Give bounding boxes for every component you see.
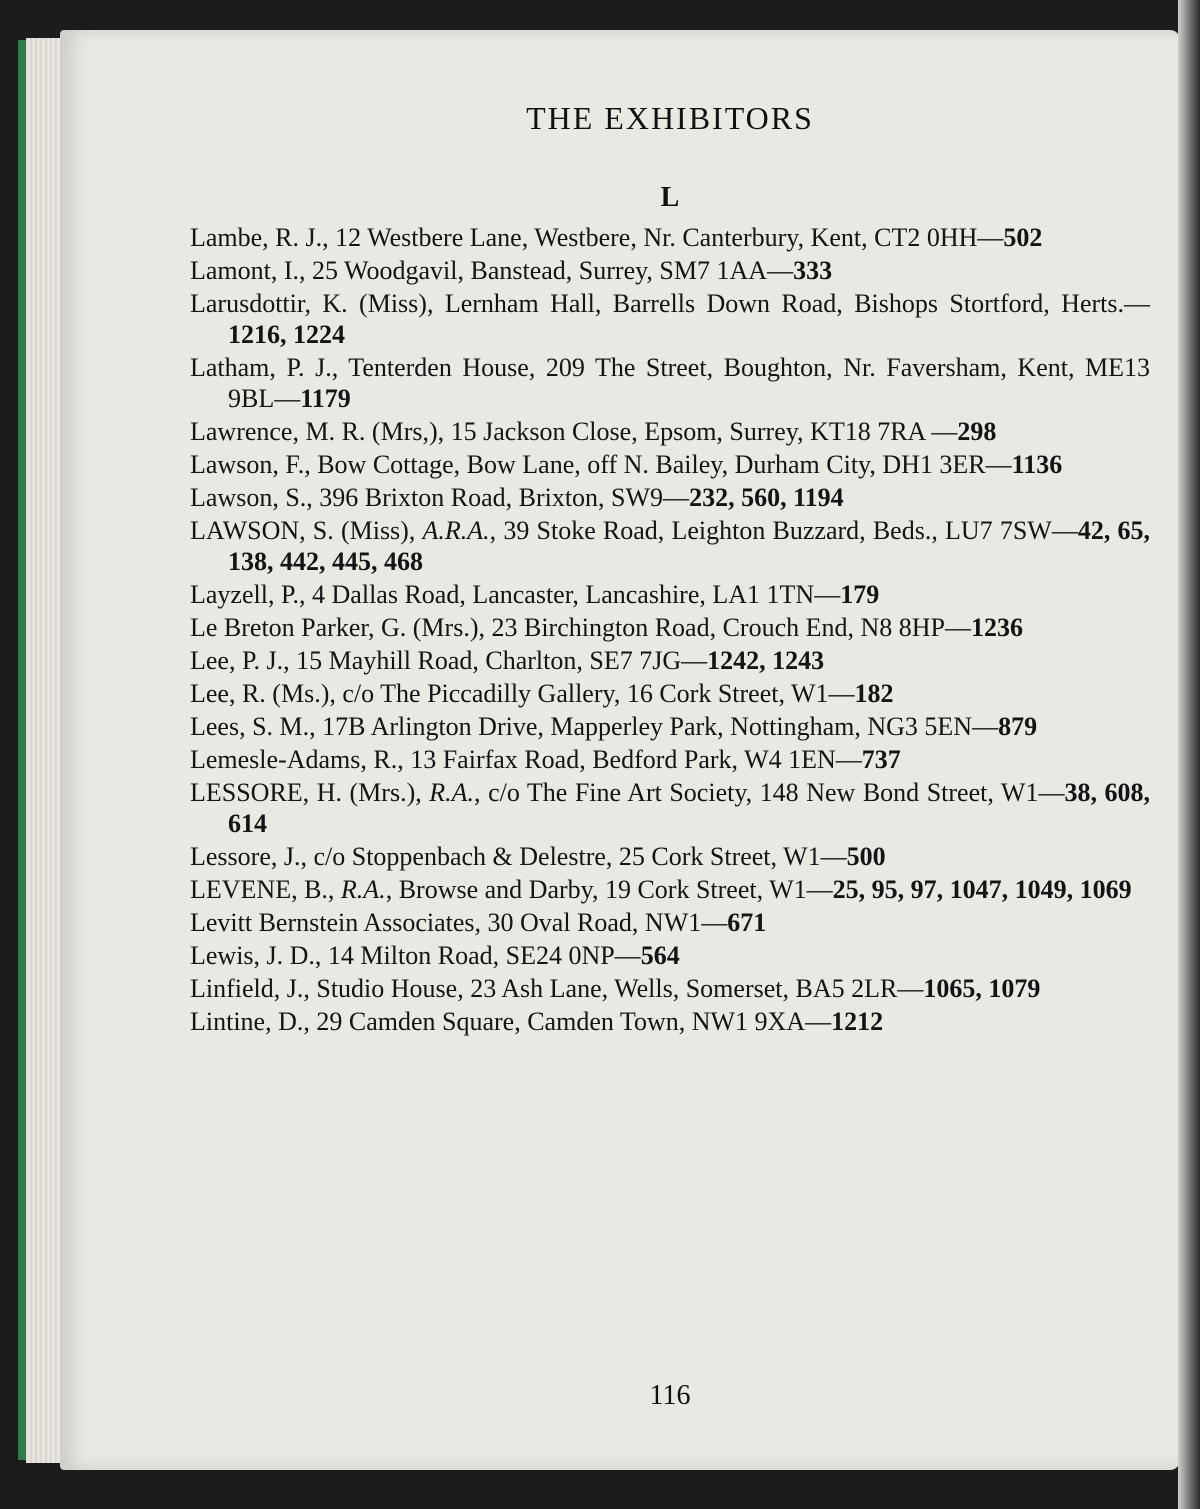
exhibitor-entry: LEVENE, B., R.A., Browse and Darby, 19 Cork Street, W1—25, 95, 97, 1047, 1049, 1069 [190,875,1132,904]
exhibitor-entry: Lessore, J., c/o Stoppenbach & Delestre, 25 Cork Street, W1—500 [190,842,886,871]
exhibitor-list [190,222,1150,1039]
exhibitor-entry: Lawrence, M. R. (Mrs,), 15 Jackson Close, Epsom, Surrey, KT18 7RA —298 [190,417,997,446]
exhibitor-entry: Layzell, P., 4 Dallas Road, Lancaster, Lancashire, LA1 1TN—179 [190,580,880,609]
book-spine-edge [18,40,26,1460]
exhibitor-entry: Lee, P. J., 15 Mayhill Road, Charlton, SE7 7JG—1242, 1243 [190,646,825,675]
exhibitor-entry: Lemesle-Adams, R., 13 Fairfax Road, Bedford Park, W4 1EN—737 [190,745,901,774]
exhibitor-entry: Larusdottir, K. (Miss), Lernham Hall, Barrells Down Road, Bishops Stortford, Herts.—1216, 1224 [190,289,1150,349]
exhibitor-entry: Lees, S. M., 17B Arlington Drive, Mapperley Park, Nottingham, NG3 5EN—879 [190,712,1038,741]
exhibitor-entry: Levitt Bernstein Associates, 30 Oval Road, NW1—671 [190,908,767,937]
exhibitor-entry: Le Breton Parker, G. (Mrs.), 23 Birchington Road, Crouch End, N8 8HP—1236 [190,613,1024,642]
exhibitor-entry: Latham, P. J., Tenterden House, 209 The Street, Boughton, Nr. Faversham, Kent, ME13 9BL—1179 [190,353,1150,413]
exhibitor-entry: Lintine, D., 29 Camden Square, Camden Town, NW1 9XA—1212 [190,1007,884,1036]
exhibitor-entry: Lawson, S., 396 Brixton Road, Brixton, SW9—232, 560, 1194 [190,483,844,512]
page-title: THE EXHIBITORS [526,100,814,136]
exhibitor-entry: Lamont, I., 25 Woodgavil, Banstead, Surrey, SM7 1AA—333 [190,256,833,285]
page-number: 116 [649,1380,691,1411]
book-right-edge [1178,0,1200,1509]
exhibitor-entry: LAWSON, S. (Miss), A.R.A., 39 Stoke Road, Leighton Buzzard, Beds., LU7 7SW—42, 65, 138, 442, 445, 468 [190,516,1151,576]
exhibitor-entry: Lambe, R. J., 12 Westbere Lane, Westbere, Nr. Canterbury, Kent, CT2 0HH—502 [190,223,1043,252]
exhibitor-entry: Linfield, J., Studio House, 23 Ash Lane, Wells, Somerset, BA5 2LR—1065, 1079 [190,974,1041,1003]
exhibitor-entry: Lee, R. (Ms.), c/o The Piccadilly Gallery, 16 Cork Street, W1—182 [190,679,894,708]
section-letter: L [660,182,680,213]
exhibitor-entry: Lawson, F., Bow Cottage, Bow Lane, off N. Bailey, Durham City, DH1 3ER—1136 [190,450,1063,479]
exhibitor-entry: LESSORE, H. (Mrs.), R.A., c/o The Fine Art Society, 148 New Bond Street, W1—38, 608, 614 [190,778,1150,838]
exhibitor-entry: Lewis, J. D., 14 Milton Road, SE24 0NP—564 [190,941,680,970]
